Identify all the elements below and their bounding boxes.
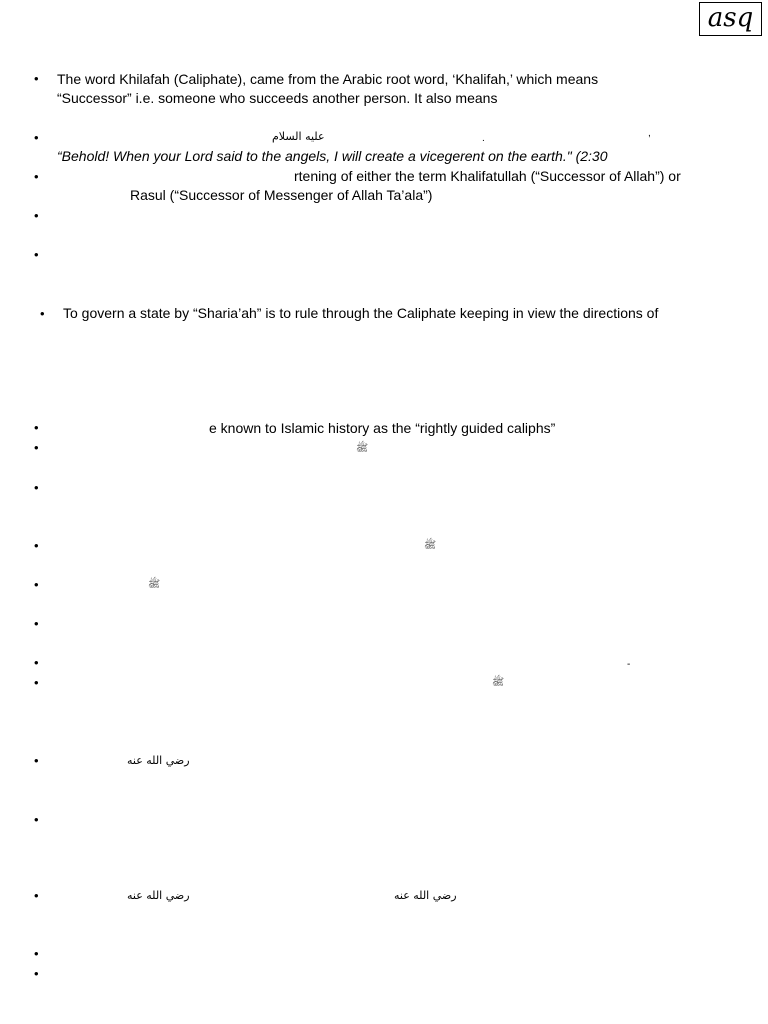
bullet-marker: • (34, 130, 39, 145)
bullet-marker: • (34, 655, 39, 670)
arabic-honorific-radiallahu-anhu: رضي الله عنه (127, 889, 190, 902)
bullet-marker: • (34, 480, 39, 495)
khilafah-definition-line2: “Successor” i.e. someone who succeeds another person. It also means (57, 90, 498, 106)
quran-quote-vicegerent: “Behold! When your Lord said to the angels, I will create a vicegerent on the earth." (2:30 (57, 148, 608, 164)
bullet-marker: • (34, 538, 39, 553)
bullet-marker: • (34, 169, 39, 184)
khilafah-definition-line1: The word Khilafah (Caliphate), came from the Arabic root word, ‘Khalifah,’ which means (57, 71, 599, 87)
bullet-marker: • (34, 616, 39, 631)
stray-comma: , (648, 128, 651, 139)
stray-dot: . (482, 133, 485, 144)
bullet-marker: • (34, 577, 39, 592)
bullet-marker: • (34, 753, 39, 768)
arabic-honorific-radiallahu-anhu: رضي الله عنه (394, 889, 457, 902)
arabic-honorific-radiallahu-anhu: رضي الله عنه (127, 754, 190, 767)
asq-logo: asq (699, 2, 762, 36)
stray-dash: - (627, 659, 631, 670)
bullet-marker: • (34, 420, 39, 435)
bullet-marker: • (34, 440, 39, 455)
bullet-marker: • (34, 966, 39, 981)
salawat-glyph: ﷺ (492, 677, 505, 688)
khalifatullah-line2: Rasul (“Successor of Messenger of Allah Ta’ala”) (130, 187, 433, 203)
arabic-honorific-alayhis-salam: عليه السلام (272, 130, 325, 143)
bullet-marker: • (34, 812, 39, 827)
salawat-glyph: ﷺ (148, 579, 161, 590)
rightly-guided-caliphs-text: e known to Islamic history as the “rightly guided caliphs” (209, 420, 556, 436)
bullet-marker: • (34, 71, 39, 86)
bullet-marker: • (34, 675, 39, 690)
bullet-marker: • (40, 306, 45, 321)
bullet-marker: • (34, 247, 39, 262)
salawat-glyph: ﷺ (356, 443, 369, 454)
bullet-marker: • (34, 208, 39, 223)
bullet-marker: • (34, 946, 39, 961)
salawat-glyph: ﷺ (424, 540, 437, 551)
khalifatullah-line1: rtening of either the term Khalifatullah (“Successor of Allah”) or (294, 168, 681, 184)
bullet-marker: • (34, 888, 39, 903)
sharia-governance-text: To govern a state by “Sharia’ah” is to rule through the Caliphate keeping in view the directions of (63, 305, 659, 321)
